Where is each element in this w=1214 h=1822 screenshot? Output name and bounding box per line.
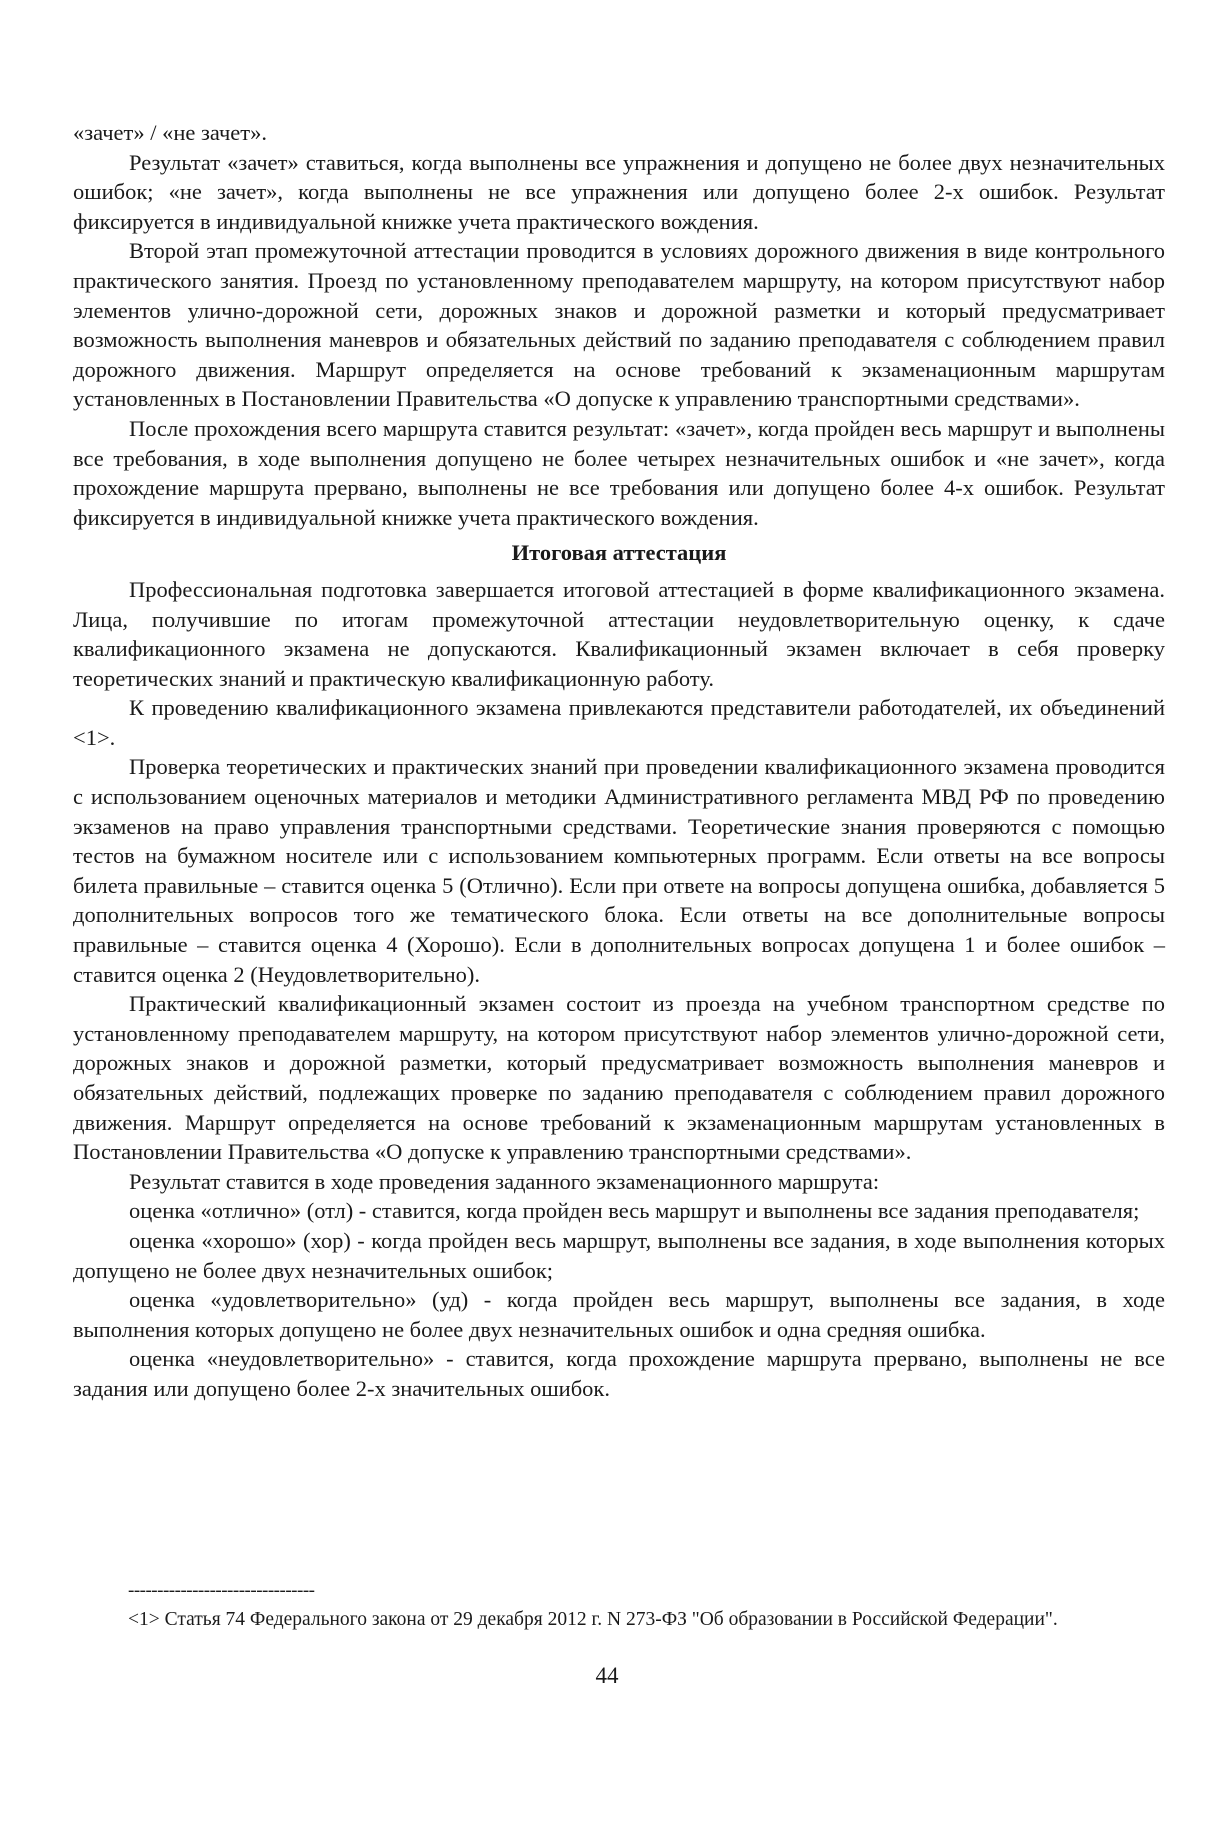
paragraph-second-stage: Второй этап промежуточной аттестации проводится в условиях дорожного движения в виде контрольного практического занятия. Проезд по установленному преподавателем маршруту, на котором присутствуют набор элементов улично-дорожной сети, дорожных знаков и дорожной разметки и который предусматривает возможность выполнения маневров и обязательных действий по заданию преподавателя с соблюдением правил дорожного движения. Маршрут определяется на основе требований к экзаменационным маршрутам установленных в Постановлении Правительства «О допуске к управлению транспортными средствами». (73, 238, 1165, 412)
page-body (73, 118, 1165, 1404)
footnote-text: <1> Статья 74 Федерального закона от 29 декабря 2012 г. N 273-ФЗ "Об образовании в Российской Федерации". (128, 1609, 1058, 1630)
paragraph-grading-continued: «зачет» / «не зачет». (73, 120, 267, 145)
footnote-area (128, 1581, 1168, 1633)
paragraph-first-stage-result: Результат «зачет» ставиться, когда выполнены все упражнения и допущено не более двух незначительных ошибок; «не зачет», когда выполнены не все упражнения или допущено более 2-х ошибок. Результат фиксируется в индивидуальной книжке учета практического вождения. (73, 149, 1165, 234)
paragraph-result-intro: Результат ставится в ходе проведения заданного экзаменационного маршрута: (129, 1168, 880, 1194)
paragraph-employers: К проведению квалификационного экзамена привлекаются представители работодателей, их объединений <1>. (73, 695, 1165, 750)
section-heading: Итоговая аттестация (511, 540, 727, 566)
paragraph-practical-exam: Практический квалификационный экзамен состоит из проезда на учебном транспортном средстве по установленному преподавателем маршруту, на котором присутствуют набор элементов улично-дорожной сети, дорожных знаков и дорожной разметки, который предусматривает возможность выполнения маневров и обязательных действий, подлежащих проверке по заданию преподавателя с соблюдением правил дорожного движения. Маршрут определяется на основе требований к экзаменационным маршрутам установленных в Постановлении Правительства «О допуске к управлению транспортными средствами». (73, 991, 1165, 1165)
paragraph-final-attestation: Профессиональная подготовка завершается итоговой аттестацией в форме квалификационного экзамена. Лица, получившие по итогам промежуточной аттестации неудовлетворительную оценку, к сдаче квалификационного экзамена не допускаются. Квалификационный экзамен включает в себя проверку теоретических знаний и практическую квалификационную работу. (73, 576, 1165, 691)
page-number: 44 (595, 1663, 619, 1688)
paragraph-grade-good: оценка «хорошо» (хор) - когда пройден весь маршрут, выполнены все задания, в ходе выполнения которых допущено не более двух незначительных ошибок; (73, 1227, 1165, 1283)
paragraph-theory-check: Проверка теоретических и практических знаний при проведении квалификационного экзамена проводится с использованием оценочных материалов и методики Административного регламента МВД РФ по проведению экзаменов на право управления транспортными средствами. Теоретические знания проверяются с помощью тестов на бумажном носителе или с использованием компьютерных программ. Если ответы на все вопросы билета правильные – ставится оценка 5 (Отлично). Если при ответе на вопросы допущена ошибка, добавляется 5 дополнительных вопросов того же тематического блока. Если ответы на все дополнительные вопросы правильные – ставится оценка 4 (Хорошо). Если в дополнительных вопросах допущена 1 и более ошибок – ставится оценка 2 (Неудовлетворительно). (73, 754, 1165, 987)
paragraph-grade-satisfactory: оценка «удовлетворительно» (уд) - когда пройден весь маршрут, выполнены все задания, в ходе выполнения которых допущено не более двух незначительных ошибок и одна средняя ошибка. (73, 1287, 1165, 1342)
paragraph-grade-excellent: оценка «отлично» (отл) - ставится, когда пройден весь маршрут и выполнены все задания преподавателя; (129, 1198, 1140, 1224)
paragraph-route-result: После прохождения всего маршрута ставится результат: «зачет», когда пройден весь маршрут и выполнены все требования, в ходе выполнения допущено не более четырех незначительных ошибок и «не зачет», когда прохождение маршрута прервано, выполнены не все требования или допущено более 4-х ошибок. Результат фиксируется в индивидуальной книжке учета практического вождения. (73, 415, 1165, 530)
paragraph-grade-unsatisfactory: оценка «неудовлетворительно» - ставится, когда прохождение маршрута прервано, выполнены не все задания или допущено более 2-х значительных ошибок. (73, 1346, 1165, 1401)
footnote-separator: -------------------------------- (128, 1580, 315, 1601)
